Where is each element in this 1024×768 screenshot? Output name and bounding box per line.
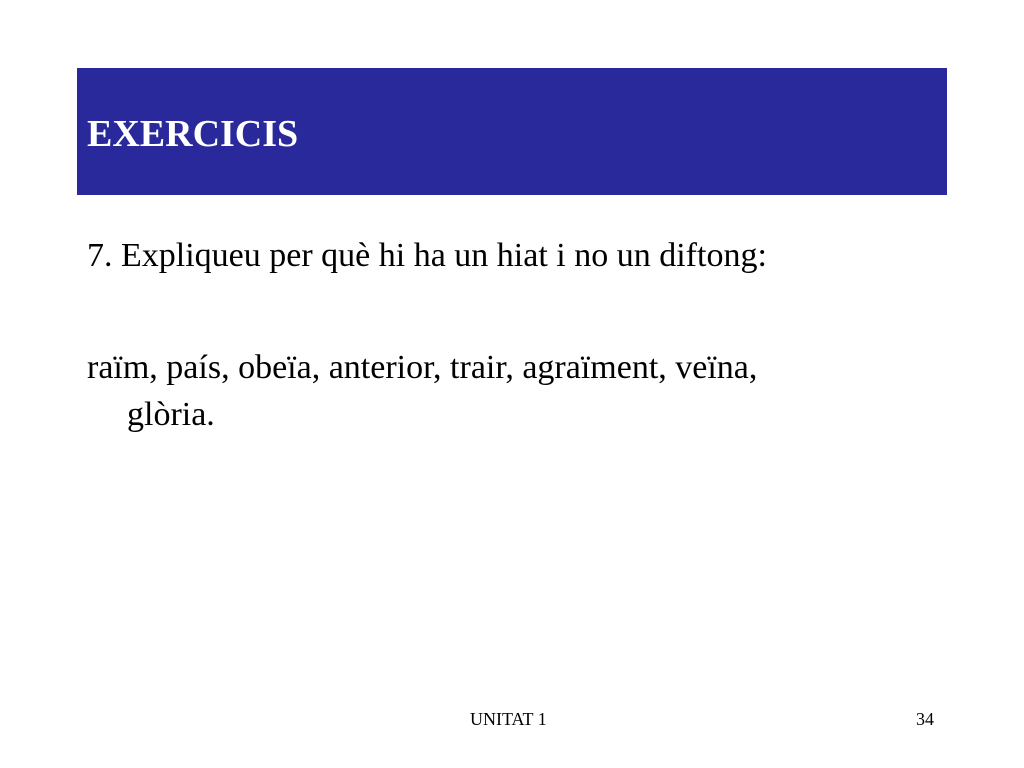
word-list-line-2: glòria. <box>127 396 215 433</box>
footer-unit: UNITAT 1 <box>470 709 547 729</box>
footer-page-number: 34 <box>916 709 934 729</box>
word-list-line-1: raïm, país, obeïa, anterior, trair, agraïment, veïna, <box>87 349 758 386</box>
slide-title: EXERCICIS <box>87 113 299 155</box>
title-bar <box>77 68 947 195</box>
exercise-instruction: 7. Expliqueu per què hi ha un hiat i no un diftong: <box>87 237 767 274</box>
